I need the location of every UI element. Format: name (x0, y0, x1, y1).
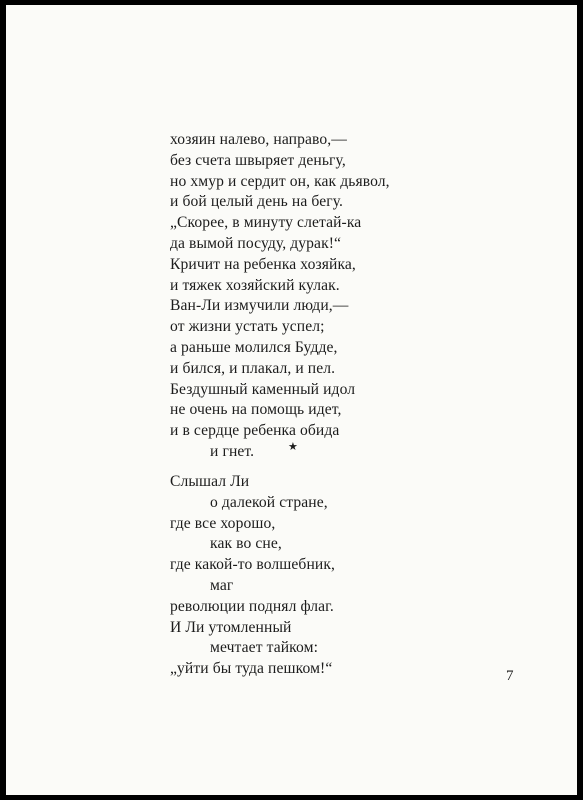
poem-line: о далекой стране, (210, 493, 328, 511)
poem-line: мечтает тайком: (210, 639, 319, 657)
poem-line: да вымой посуду, дурак!“ (170, 234, 342, 252)
poem-line: но хмур и сердит он, как дьявол, (170, 172, 390, 190)
poem-line: от жизни устать успел; (170, 318, 325, 336)
poem-line: „Скорее, в минуту слетай-ка (170, 214, 362, 232)
poem-line: как во сне, (210, 535, 282, 553)
page-number: 7 (506, 668, 514, 684)
poem-line: где какой-то волшебник, (170, 556, 336, 574)
poem-line: и тяжек хозяйский кулак. (170, 276, 340, 294)
star-divider-icon: ★ (288, 441, 298, 453)
poem-line: маг (210, 576, 234, 594)
book-page (6, 5, 577, 795)
poem-line: а раньше молился Будде, (170, 338, 338, 356)
poem-line: Ван-Ли измучили люди,— (170, 297, 349, 315)
poem-line: без счета швыряет деньгу, (170, 151, 346, 169)
poem-line: хозяин налево, направо,— (170, 131, 347, 148)
poem-line: И Ли утомленный (170, 618, 292, 636)
poem-line: Кричит на ребенка хозяйка, (170, 255, 356, 273)
poem-stanza-1 (170, 130, 390, 463)
poem-line: не очень на помощь идет, (170, 401, 342, 419)
poem-line: „уйти бы туда пешком!“ (170, 660, 333, 678)
poem-line: революции поднял флаг. (170, 597, 334, 615)
poem-line: и гнет. (210, 442, 255, 460)
poem-line: и бился, и плакал, и пел. (170, 359, 336, 377)
poem-line: Слышал Ли (170, 473, 250, 490)
poem-stanza-2 (170, 472, 335, 680)
poem-line: где все хорошо, (170, 514, 276, 532)
poem-line: и бой целый день на бегу. (170, 193, 344, 211)
poem-line: и в сердце ребенка обида (170, 422, 340, 440)
poem-line: Бездушный каменный идол (170, 380, 356, 398)
